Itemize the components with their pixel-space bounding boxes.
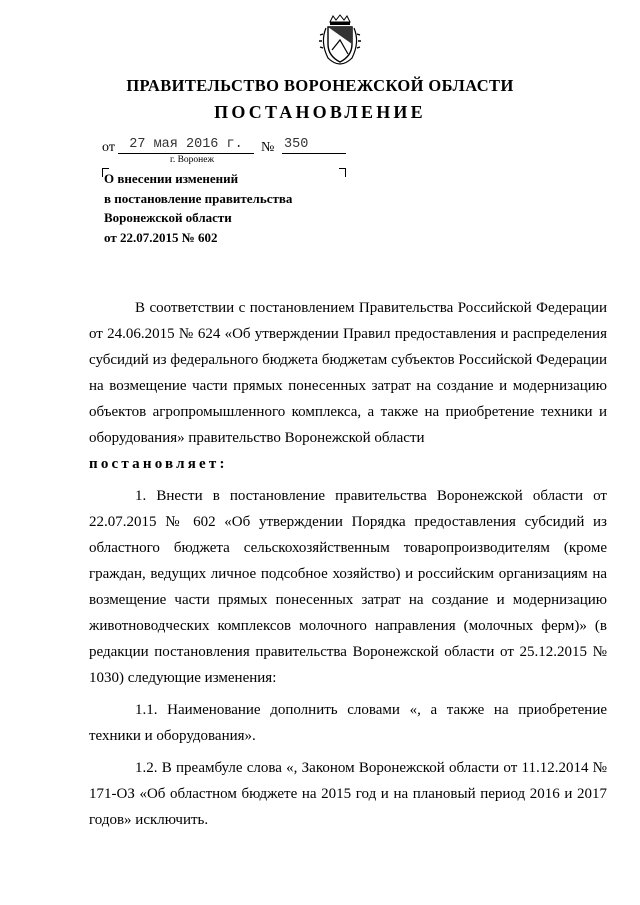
government-name: ПРАВИТЕЛЬСТВО ВОРОНЕЖСКОЙ ОБЛАСТИ [126, 76, 514, 95]
resolves-word: постановляет [89, 456, 220, 472]
resolves-colon: : [219, 456, 225, 472]
number-prefix: № [261, 140, 275, 155]
document-type: ПОСТАНОВЛЕНИЕ [214, 102, 426, 122]
resolves-paragraph [89, 451, 607, 477]
decree-subject [104, 169, 344, 247]
decree-date: 27 мая 2016 г. [118, 137, 254, 154]
subject-line: Воронежской области [104, 210, 232, 225]
decree-body [89, 295, 607, 833]
item-1-1: 1.1. Наименование дополнить словами «, а также на приобретение техники и оборудования». [89, 702, 607, 744]
subject-line: в постановление правительства [104, 190, 293, 206]
city: г. Воронеж [170, 155, 215, 165]
subject-line: от 22.07.2015 № 602 [104, 229, 218, 245]
decree-number: 350 [282, 137, 346, 154]
preamble-paragraph: В соответствии с постановлением Правительства Российской Федерации от 24.06.2015 № 624 «Об утверждении Правил предоставления и распределения субсидий из федерального бюджета бюджетам субъектов Российской Федерации на возмещение части прямых понесенных затрат на создание и модернизацию объектов агропромышленного комплекса, а также на приобретение техники и оборудования» правительство Воронежской области [89, 300, 607, 446]
date-prefix: от [102, 140, 115, 155]
item-1-2: 1.2. В преамбуле слова «, Законом Воронежской области от 11.12.2014 № 171-ОЗ «Об областном бюджете на 2015 год и на плановый период 2016 и 2017 годов» исключить. [89, 760, 607, 828]
item-1: 1. Внести в постановление правительства Воронежской области от 22.07.2015 № 602 «Об утверждении Порядка предоставления субсидий из областного бюджета сельскохозяйственным товаропроизводителям (кроме граждан, ведущих личное подсобное хозяйство) и российским организациям на возмещение части прямых понесенных затрат на создание и модернизацию животноводческих комплексов молочного направления (молочных ферм)» (в редакции постановления правительства Воронежской области от 25.12.2015 № 1030) следующие изменения: [89, 488, 607, 686]
coat-of-arms-icon [318, 14, 362, 66]
subject-line: О внесении изменений [104, 171, 239, 186]
